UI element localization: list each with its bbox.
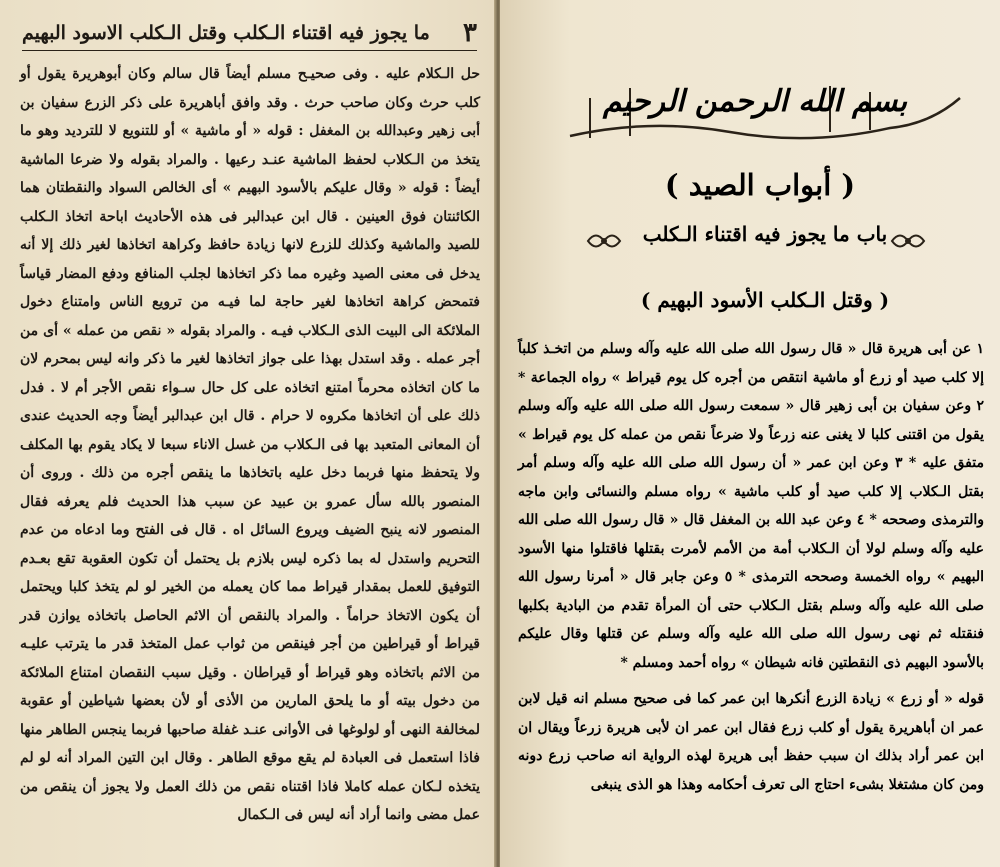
basmala-calligraphy [530,58,980,158]
commentary-paragraph: حل الـكلام عليه . وفى صحيـح مسلم أيضاً قال سالم وكان أبوهريرة يقول أو كلب حرث وكان صاحب حرث . وقد وافق أباهريرة على ذكر الزرع سفيان بن أبى زهير وعبدالله بن المغفل : قوله « أو ماشية » أو للتنويع لا للترديد وهو ما يتخذ من الـكلاب لحفظ الماشية عنـد رعيها . والمراد بقوله ولا ضرعا الماشية أيضاً : قوله « وقال عليكم بالأسود البهيم » أى الخالص السواد والنقطتان هما الكائنتان فوق العينين . قال ابن عبدالبر فى هذه الأحاديث اباحة اتخاذ الـكلب للصيد والماشية وكذلك للزرع لانها زيادة حافظ وكراهة اتخاذها لغير ذلك إلا أنه يدخل فى معنى الصيد وغيره مما ذكر اتخاذها لجلب المنافع ودفع المضار قياساً فتمحض كراهة اتخاذها لغير حاجة لما فيـه من ترويع الناس وامتناع دخول الملائكة الى البيت الذى الـكلاب فيـه . والمراد بقوله « نقص من عمله » أى من أجر عمله . وقد استدل بهذا على جواز اتخاذها لغير ما ذكر وانه ليس بمحرم لان ما كان اتخاذه محرماً امتنع اتخاذه على كل حال سـواء نقص الأجر أم لا . فدل ذلك على أن اتخاذها مكروه لا حرام . قال ابن عبدالبر أيضاً وجه الحديث عندى أن المعانى المتعبد بها فى الـكلاب من غسل الاناء سبعا لا يكاد يقوم بها المكلف ولا يتحفظ منها فربما دخل عليه باتخاذها ما ينقص أجره من ذلك . وروى أن المنصور بالله سأل عمرو بن عبيد عن سبب هذا الحديث فلم يعرفه فقال المنصور لانه ينبح الضيف ويروع السائل اه . قال فى الفتح وما ادعاه من عدم التحريم واستدل له بما ذكره ليس بلازم بل يحتمل أن تكون العقوبة تقع بعـدم التوفيق للعمل بمقدار قيراط مما كان يعمله من الخير لو لم يتخذ كلبا ويحتمل أن يكون الاتخاذ حراماً . والمراد بالنقص أن الاثم الحاصل باتخاذه يوازن قدر قيراط أو قيراطين من أجر فينقص من ثواب عمل المتخذ قدر ما يترتب عليـه من الاثم باتخاذه وهو قيراط أو قيراطان . وقيل سبب النقصان امتناع الملائكة من دخول بيته أو ما يلحق المارين من الأذى أو لأن بعضها شياطين أو عقوبة لمخالفة النهى أو لولوغها فى الأوانى عنـد غفلة صاحبها فربما ينجس الطاهر منها فاذا استعمل فى العبادة لم يقع موقع الطاهر . وقال ابن التين المراد أنه لو لم يتخذه لـكان عمله كاملا فاذا اقتناه نقص من ذلك العمل ولا يجوز أن ينقص من عمل مضى وانما أراد أنه ليس فى الـكمال [20,66,480,823]
running-head [22,16,477,51]
commentary-text-left [20,60,480,860]
left-page [0,0,496,867]
section-title: ( أبواب الصيد ) [664,168,856,202]
hadith-paragraph: ١ عن أبى هريرة قال « قال رسول الله صلى الله عليه وآله وسلم من اتخـذ كلباً إلا كلب صيد أو زرع أو ماشية انتقص من أجره كل يوم قيراط » رواه الجماعة * ٢ وعن سفيان بن أبى زهير قال « سمعت رسول الله صلى الله عليه وآله وسلم يقول من اقتنى كلبا لا يغنى عنه زرعاً ولا ضرعاً نقص من عمله كل يوم قيراط » متفق عليه * ٣ وعن ابن عمر « أن رسول الله صلى الله عليه وآله وسلم أمر بقتل الـكلاب إلا كلب صيد أو كلب ماشية » رواه مسلم والنسائى وابن ماجه والترمذى وصححه * ٤ وعن عبد الله بن المغفل قال « قال رسول الله صلى الله عليه وآله وسلم لولا أن الـكلاب أمة من الأمم لأمرت بقتلها فاقتلوا منها الأسود البهيم » رواه الخمسة وصححه الترمذى * ٥ وعن جابر قال « أمرنا رسول الله صلى الله عليه وآله وسلم بقتل الـكلاب حتى أن المرأة تقدم من البادية بكلبها فنقتله ثم نهى رسول الله صلى الله عليه وآله وسلم عن قتلها وقال عليكم بالأسود البهيم ذى النقطتين فانه شيطان » رواه أحمد ومسلم * [518,341,985,671]
ornament-icon [586,228,622,254]
commentary-paragraph-right: قوله « أو زرع » زيادة الزرع أنكرها ابن عمر كما فى صحيح مسلم انه قيل لابن عمر ان أباهريرة يقول أو كلب زرع فقال ابن عمر ان لأبى هريرة زرعاً ويقال ان ابن عمر أراد بذلك ان سبب حفظ أبى هريرة لهذه الرواية انه صاحب زرع دونه ومن كان مشتغلا بشىء احتاج الى تعرف أحكامه وهذا هو الذى ينبغى [518,691,984,793]
chapter-heading-line1: باب ما يجوز فيه اقتناء الـكلب [642,222,888,246]
hadith-text-right [518,335,984,860]
running-head-title: ما يجوز فيه اقتناء الـكلب وقتل الـكلب الاسود البهيم [22,22,430,44]
basmala-text: بسم الله الرحمن الرحيم [602,84,908,119]
chapter-heading-line2: ( وقتل الـكلب الأسود البهيم ) [640,288,890,312]
paragraph-separator [518,677,984,685]
page-number: ٣ [463,18,477,48]
